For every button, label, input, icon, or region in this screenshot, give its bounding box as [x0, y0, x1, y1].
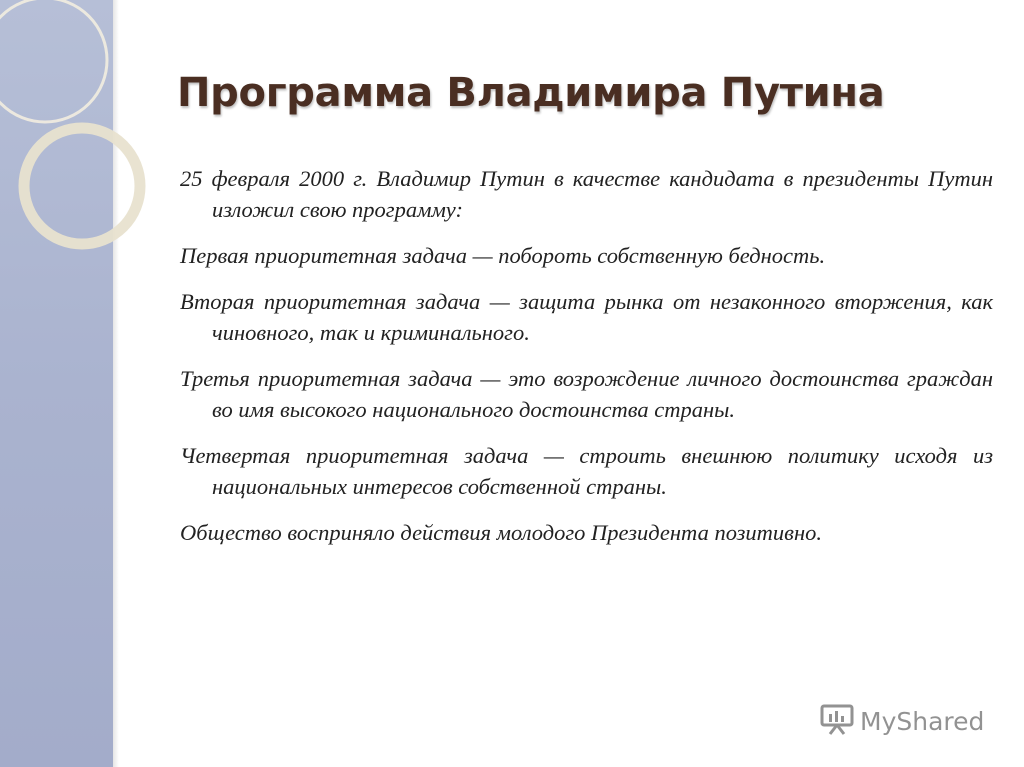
slide-body [180, 163, 993, 563]
paragraph-task-3: Третья приоритетная задача — это возрождение личного достоинства граждан во имя высокого национального достоинства страны. [180, 366, 993, 422]
decorative-rings [0, 0, 200, 290]
paragraph-intro: 25 февраля 2000 г. Владимир Путин в качестве кандидата в президенты Путин изложил свою программу: [180, 166, 993, 222]
paragraph-task-1: Первая приоритетная задача — побороть собственную бедность. [180, 243, 826, 268]
ring-small [24, 128, 140, 244]
paragraph-conclusion: Общество восприняло действия молодого Президента позитивно. [180, 520, 822, 545]
watermark [820, 702, 984, 740]
ring-large [0, 0, 107, 122]
slide-title: Программа Владимира Путина [177, 70, 885, 116]
presentation-board-icon [820, 703, 854, 740]
paragraph-task-4: Четвертая приоритетная задача — строить внешнюю политику исходя из национальных интересов собственной страны. [180, 443, 993, 499]
paragraph-task-2: Вторая приоритетная задача — защита рынка от незаконного вторжения, как чиновного, так и криминального. [180, 289, 993, 345]
watermark-text: MyShared [860, 706, 985, 736]
